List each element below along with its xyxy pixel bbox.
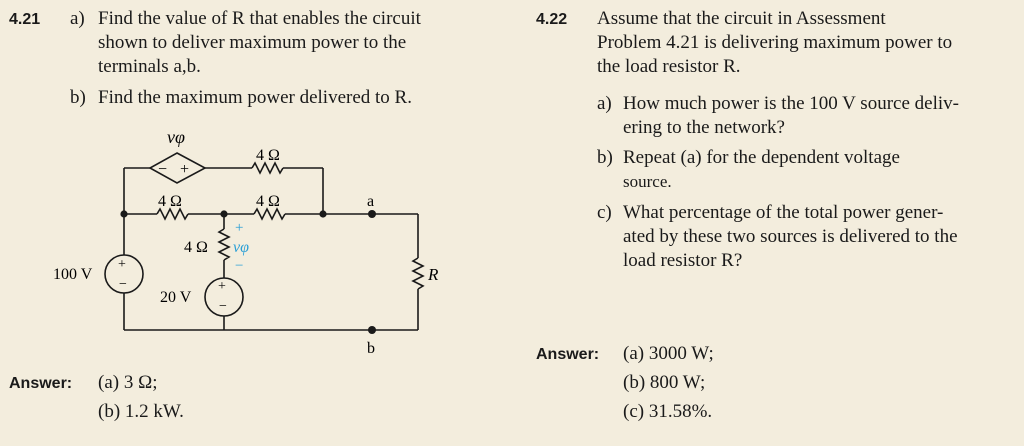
terminal-a-dot: [368, 210, 376, 218]
answer-label-4-22: Answer:: [536, 346, 600, 363]
vertical-resistor-label: 4 Ω: [184, 239, 208, 256]
100v-source-label: 100 V: [53, 266, 93, 283]
mid-right-resistor-icon: [254, 209, 285, 219]
q-c-label: c): [597, 202, 612, 223]
load-resistor-label: R: [428, 265, 439, 284]
q-a-line-1: How much power is the 100 V source deliv-: [623, 93, 959, 114]
answer-4-21-a: (a) 3 Ω;: [98, 372, 158, 393]
part-a-label: a): [70, 8, 85, 29]
q-a-label: a): [597, 93, 612, 114]
answer-4-22-c: (c) 31.58%.: [623, 401, 713, 422]
problem-number-4-22: 4.22: [536, 11, 568, 28]
answer-4-22-a: (a) 3000 W;: [623, 343, 714, 364]
part-b-line-1: Find the maximum power delivered to R.: [98, 87, 412, 108]
q-c-line-1: What percentage of the total power gener-: [623, 202, 944, 223]
q-c-line-3: load resistor R?: [623, 250, 743, 271]
q-b-line-2: source.: [623, 172, 672, 191]
q-c-line-2: ated by these two sources is delivered to the: [623, 226, 958, 247]
terminal-b-dot: [368, 326, 376, 334]
part-a-line-1: Find the value of R that enables the circuit: [98, 8, 421, 29]
problem-number-4-21: 4.21: [9, 11, 41, 28]
dep-source-plus: +: [180, 161, 190, 178]
vphi-side-label: vφ: [233, 239, 249, 256]
part-a-line-2: shown to deliver maximum power to the: [98, 32, 407, 53]
intro-line-1: Assume that the circuit in Assessment: [597, 8, 886, 29]
100v-minus: −: [119, 277, 127, 292]
20v-plus: +: [218, 279, 226, 294]
vertical-resistor-icon: [219, 229, 229, 260]
intro-line-3: the load resistor R.: [597, 56, 741, 77]
q-b-label: b): [597, 147, 613, 168]
100v-plus: +: [118, 257, 126, 272]
answer-4-21-b: (b) 1.2 kW.: [98, 401, 184, 422]
vphi-minus: −: [235, 258, 244, 274]
left-resistor-label: 4 Ω: [158, 193, 182, 210]
dep-source-minus: −: [158, 161, 168, 178]
dependent-source-label: vφ: [167, 127, 185, 147]
load-resistor-icon: [413, 258, 423, 289]
left-resistor-icon: [157, 209, 188, 219]
top-resistor-icon: [252, 163, 283, 173]
answer-label-4-21: Answer:: [9, 375, 73, 392]
part-a-line-3: terminals a,b.: [98, 56, 201, 77]
q-b-line-1: Repeat (a) for the dependent voltage: [623, 147, 900, 168]
node-a-label: a: [367, 193, 375, 210]
20v-source-label: 20 V: [160, 289, 192, 306]
circuit-diagram: [0, 0, 520, 360]
top-resistor-label: 4 Ω: [256, 147, 280, 164]
intro-line-2: Problem 4.21 is delivering maximum power to: [597, 32, 953, 53]
vphi-plus: +: [235, 220, 244, 236]
answer-4-22-b: (b) 800 W;: [623, 372, 706, 393]
20v-minus: −: [219, 299, 227, 314]
q-a-line-2: ering to the network?: [623, 117, 785, 138]
node-b-label: b: [367, 340, 375, 357]
part-b-label: b): [70, 87, 86, 108]
mid-right-resistor-label: 4 Ω: [256, 193, 280, 210]
